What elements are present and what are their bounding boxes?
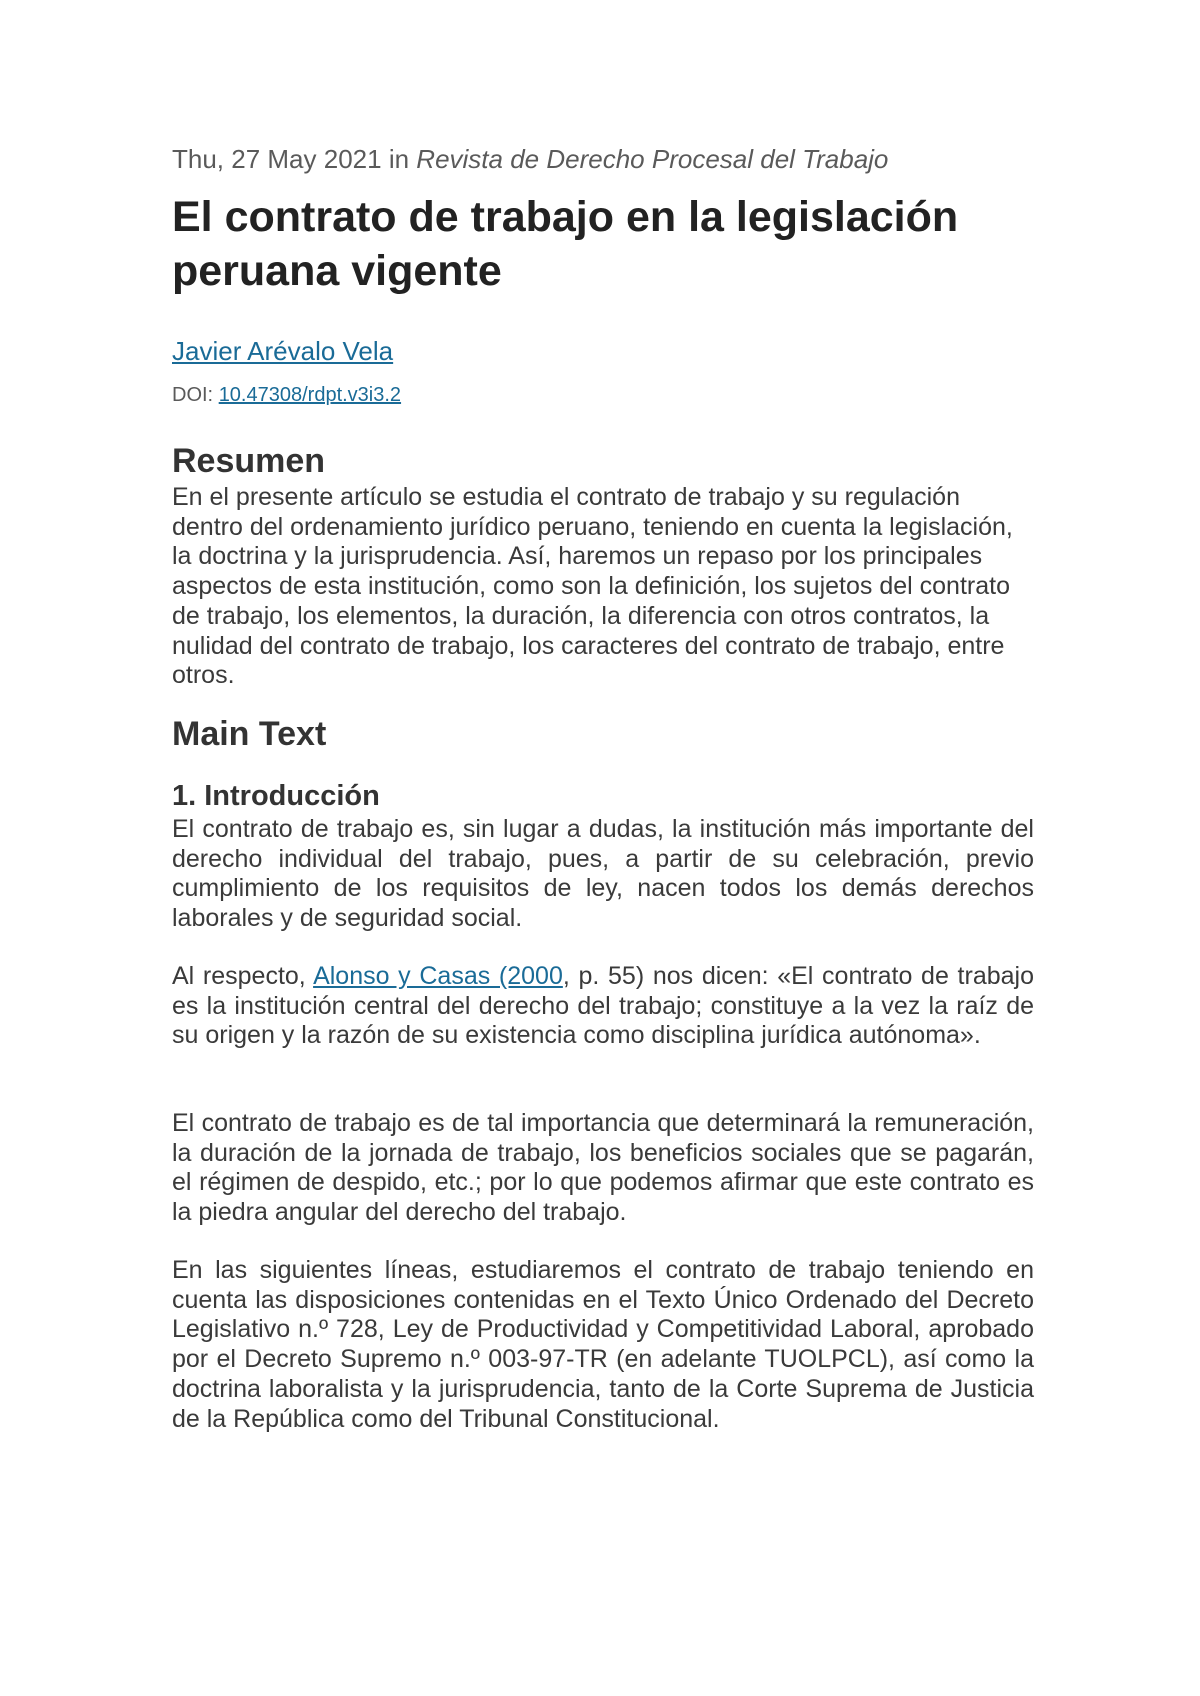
resumen-paragraph: En el presente artículo se estudia el contrato de trabajo y su regulación dentro del ordenamiento jurídico peruano, teniendo en cuenta la legislación, la doctrina y la jurisprudencia. Así, haremos un repaso por los principales aspectos de esta institución, como son la definición, los sujetos del contrato de trabajo, los elementos, la duración, la diferencia con otros contratos, la nulidad del contrato de trabajo, los caracteres del contrato de trabajo, entre otros. [172,483,1013,690]
author-link[interactable]: Javier Arévalo Vela [172,336,394,366]
journal-name: Revista de Derecho Procesal del Trabajo [416,144,889,174]
article-meta [172,143,888,175]
article-title: El contrato de trabajo en la legislación peruana vigente [172,193,959,295]
main-text-heading: Main Text [172,715,327,753]
section-heading-introduccion: 1. Introducción [172,780,380,812]
citation-link-alonso-casas[interactable]: Alonso y Casas (2000 [313,962,563,990]
doi-line [172,382,401,408]
p2-before-text: Al respecto, [172,962,314,990]
intro-paragraph-3: El contrato de trabajo es de tal importancia que determinará la remuneración, la duración de la jornada de trabajo, los beneficios sociales que se pagarán, el régimen de despido, etc.; por lo que podemos afirmar que este contrato es la piedra angular del derecho del trabajo. [172,1109,1034,1227]
meta-in-word: in [388,144,410,174]
intro-paragraph-4: En las siguientes líneas, estudiaremos el contrato de trabajo teniendo en cuenta las disposiciones contenidas en el Texto Único Ordenado del Decreto Legislativo n.º 728, Ley de Productividad y Competitividad Laboral, aprobado por el Decreto Supremo n.º 003-97-TR (en adelante TUOLPCL), así como la doctrina laboralista y la jurisprudencia, tanto de la Corte Suprema de Justicia de la República como del Tribunal Constitucional. [172,1256,1034,1433]
intro-paragraph-2 [172,962,1034,1051]
publication-date: Thu, 27 May 2021 [172,144,382,174]
p2-after-text: , p. 55) nos dicen: «El contrato de trabajo es la institución central del derecho del trabajo; constituye a la vez la raíz de su origen y la razón de su existencia como disciplina jurídica autónoma». [172,962,1034,1050]
doi-label: DOI: [172,384,214,406]
intro-paragraph-1: El contrato de trabajo es, sin lugar a dudas, la institución más importante del derecho individual del trabajo, pues, a partir de su celebración, previo cumplimiento de los requisitos de ley, nacen todos los demás derechos laborales y de seguridad social. [172,815,1034,933]
resumen-heading: Resumen [172,442,326,480]
doi-link[interactable]: 10.47308/rdpt.v3i3.2 [218,384,402,406]
